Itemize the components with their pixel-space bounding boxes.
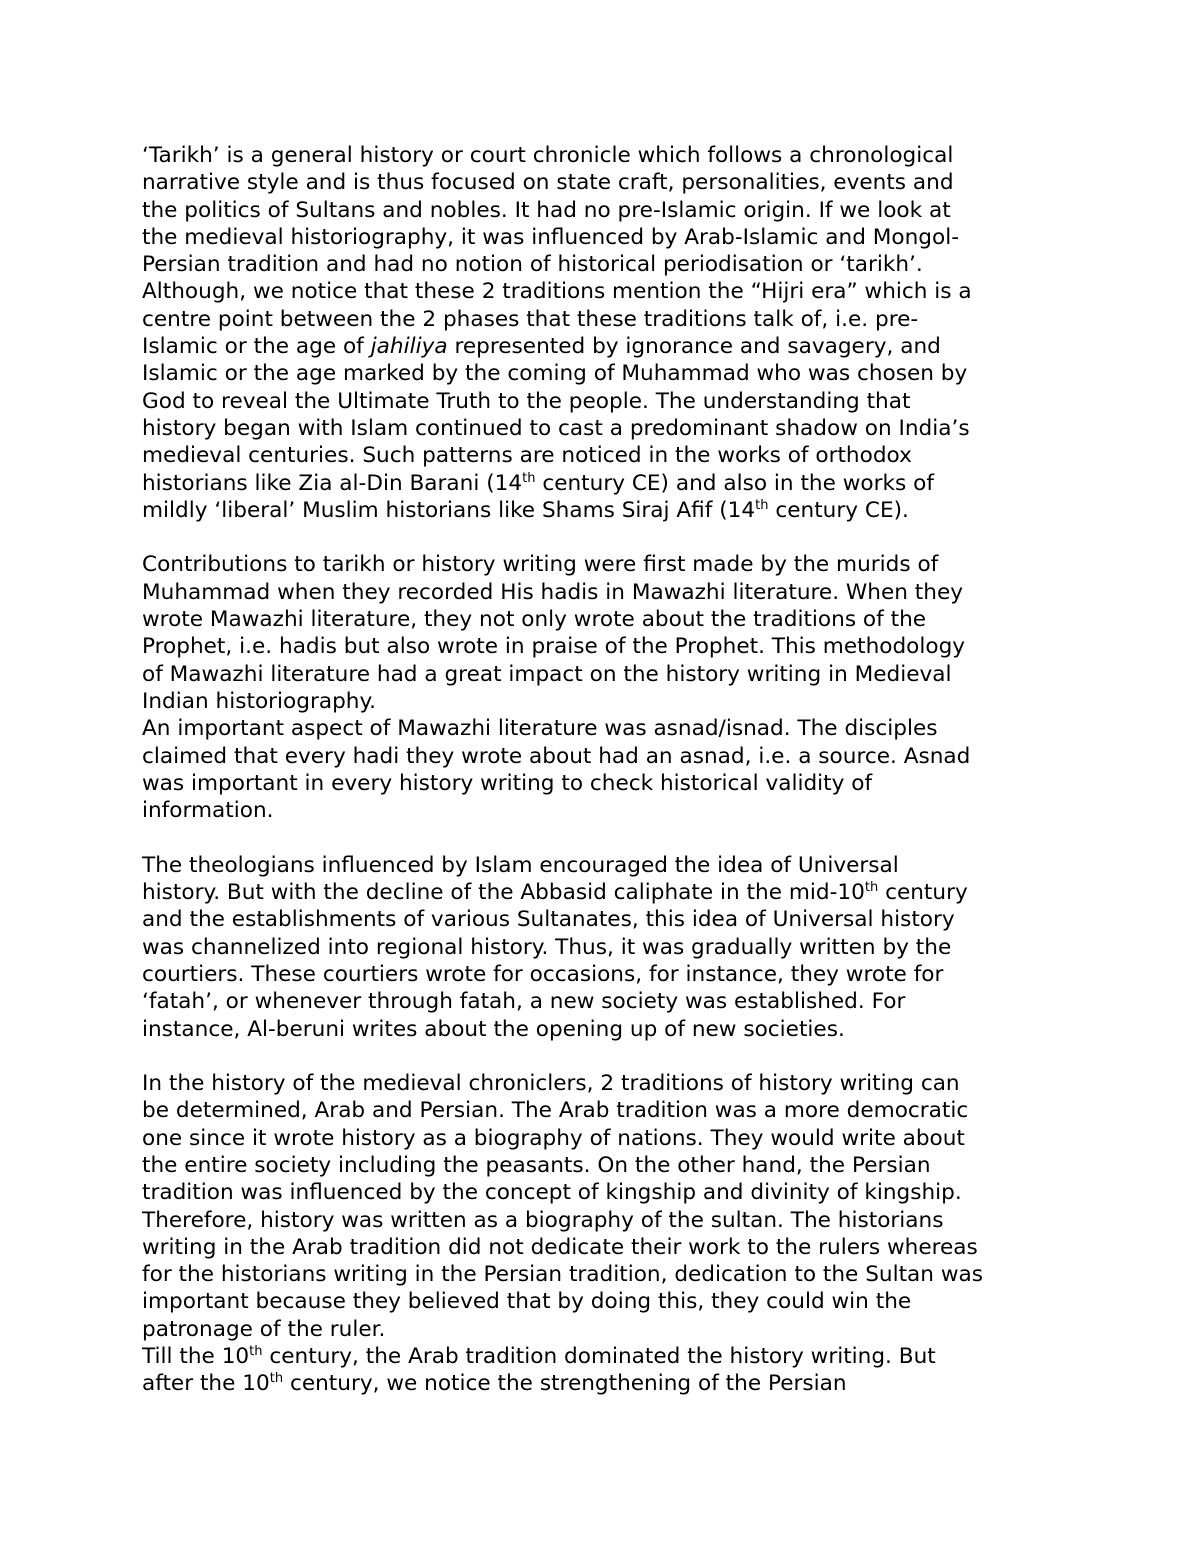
italic-term: jahiliya xyxy=(370,334,448,360)
text-run: patronage of the ruler. xyxy=(142,1316,386,1342)
text-run: instance, Al-beruni writes about the opening up of new societies. xyxy=(142,1016,845,1042)
text-run: Muhammad when they recorded His hadis in Mawazhi literature. When they xyxy=(142,579,964,605)
text-run: and the establishments of various Sultanates, this idea of Universal history xyxy=(142,907,955,933)
text-run: century, we notice the strengthening of the Persian xyxy=(283,1371,847,1397)
text-line xyxy=(142,497,1072,524)
text-run: In the history of the medieval chroniclers, 2 traditions of history writing can xyxy=(142,1071,960,1097)
text-line xyxy=(142,633,1072,660)
text-line xyxy=(142,142,1072,169)
text-line xyxy=(142,333,1072,360)
text-line xyxy=(142,470,1072,497)
text-run: Till the 10 xyxy=(142,1344,250,1370)
paragraph xyxy=(142,852,1072,1043)
superscript: th xyxy=(522,470,536,486)
paragraph xyxy=(142,551,1072,824)
text-line xyxy=(142,251,1072,278)
superscript: th xyxy=(864,879,879,895)
text-run: ‘fatah’, or whenever through fatah, a new society was established. For xyxy=(142,989,906,1015)
text-run: tradition was influenced by the concept of kingship and divinity of kingship. xyxy=(142,1180,962,1206)
text-run: of Mawazhi literature had a great impact on the history writing in Medieval xyxy=(142,661,952,687)
text-run: the entire society including the peasants. On the other hand, the Persian xyxy=(142,1152,931,1178)
text-run: was channelized into regional history. Thus, it was gradually written by the xyxy=(142,934,952,960)
text-line xyxy=(142,1370,1072,1397)
text-run: century CE) and also in the works of xyxy=(535,470,934,496)
text-run: century, the Arab tradition dominated the history writing. But xyxy=(262,1344,936,1370)
text-line xyxy=(142,879,1072,906)
text-run: for the historians writing in the Persian tradition, dedication to the Sultan was xyxy=(142,1262,983,1288)
text-run: Although, we notice that these 2 traditions mention the “Hijri era” which is a xyxy=(142,279,972,305)
text-line xyxy=(142,278,1072,305)
text-line xyxy=(142,606,1072,633)
text-run: courtiers. These courtiers wrote for occasions, for instance, they wrote for xyxy=(142,961,944,987)
text-run: represented by ignorance and savagery, and xyxy=(447,334,941,360)
text-line xyxy=(142,661,1072,688)
text-run: medieval centuries. Such patterns are noticed in the works of orthodox xyxy=(142,443,912,469)
paragraph xyxy=(142,1070,1072,1398)
text-line xyxy=(142,551,1072,578)
text-line xyxy=(142,442,1072,469)
text-run: after the 10 xyxy=(142,1371,270,1397)
text-line xyxy=(142,360,1072,387)
superscript: th xyxy=(269,1371,284,1387)
text-run: wrote Mawazhi literature, they not only wrote about the traditions of the xyxy=(142,607,927,633)
text-line xyxy=(142,1179,1072,1206)
text-line xyxy=(142,1097,1072,1124)
text-line xyxy=(142,306,1072,333)
text-run: mildly ‘liberal’ Muslim historians like Shams Siraj Afif (14 xyxy=(142,497,756,523)
text-run: writing in the Arab tradition did not dedicate their work to the rulers whereas xyxy=(142,1234,978,1260)
text-run: Islamic or the age marked by the coming of Muhammad who was chosen by xyxy=(142,361,968,387)
text-run: Indian historiography. xyxy=(142,688,377,714)
text-run: narrative style and is thus focused on state craft, personalities, events and xyxy=(142,170,954,196)
text-run: was important in every history writing to check historical validity of xyxy=(142,770,873,796)
text-run: century xyxy=(878,880,968,906)
text-line xyxy=(142,743,1072,770)
text-line xyxy=(142,934,1072,961)
text-line xyxy=(142,1343,1072,1370)
text-run: An important aspect of Mawazhi literature was asnad/isnad. The disciples xyxy=(142,716,938,742)
text-line xyxy=(142,415,1072,442)
text-run: Therefore, history was written as a biography of the sultan. The historians xyxy=(142,1207,944,1233)
text-line xyxy=(142,988,1072,1015)
text-line xyxy=(142,1016,1072,1043)
text-run: The theologians influenced by Islam encouraged the idea of Universal xyxy=(142,852,899,878)
text-line xyxy=(142,906,1072,933)
paragraph-gap xyxy=(142,1043,1072,1070)
document-body xyxy=(142,142,1072,1398)
text-line xyxy=(142,579,1072,606)
text-line xyxy=(142,1207,1072,1234)
text-run: historians like Zia al-Din Barani (14 xyxy=(142,470,523,496)
text-run: history began with Islam continued to cast a predominant shadow on India’s xyxy=(142,415,970,441)
text-run: Contributions to tarikh or history writing were first made by the murids of xyxy=(142,552,939,578)
text-line xyxy=(142,169,1072,196)
text-run: Prophet, i.e. hadis but also wrote in praise of the Prophet. This methodology xyxy=(142,634,966,660)
text-line xyxy=(142,1288,1072,1315)
text-line xyxy=(142,852,1072,879)
text-run: God to reveal the Ultimate Truth to the people. The understanding that xyxy=(142,388,911,414)
text-line xyxy=(142,388,1072,415)
superscript: th xyxy=(249,1343,263,1359)
text-line xyxy=(142,197,1072,224)
superscript: th xyxy=(755,497,769,513)
text-run: centre point between the 2 phases that these traditions talk of, i.e. pre- xyxy=(142,306,919,332)
paragraph-gap xyxy=(142,824,1072,851)
text-line xyxy=(142,1316,1072,1343)
text-line xyxy=(142,1234,1072,1261)
text-run: claimed that every hadi they wrote about had an asnad, i.e. a source. Asnad xyxy=(142,743,971,769)
text-line xyxy=(142,961,1072,988)
paragraph xyxy=(142,142,1072,524)
paragraph-gap xyxy=(142,524,1072,551)
text-run: ‘Tarikh’ is a general history or court chronicle which follows a chronological xyxy=(142,143,954,168)
text-line xyxy=(142,1125,1072,1152)
text-run: the medieval historiography, it was influenced by Arab-Islamic and Mongol- xyxy=(142,224,959,250)
text-line xyxy=(142,715,1072,742)
text-line xyxy=(142,224,1072,251)
text-line xyxy=(142,1261,1072,1288)
text-line xyxy=(142,688,1072,715)
text-line xyxy=(142,1152,1072,1179)
text-line xyxy=(142,1070,1072,1097)
text-run: important because they believed that by doing this, they could win the xyxy=(142,1289,912,1315)
text-run: Persian tradition and had no notion of historical periodisation or ‘tarikh’. xyxy=(142,252,923,278)
text-run: one since it wrote history as a biography of nations. They would write about xyxy=(142,1125,965,1151)
text-run: information. xyxy=(142,798,274,824)
text-run: Islamic or the age of xyxy=(142,334,371,360)
text-run: history. But with the decline of the Abbasid caliphate in the mid-10 xyxy=(142,880,865,906)
text-run: be determined, Arab and Persian. The Arab tradition was a more democratic xyxy=(142,1098,969,1124)
text-line xyxy=(142,797,1072,824)
text-line xyxy=(142,770,1072,797)
text-run: the politics of Sultans and nobles. It had no pre-Islamic origin. If we look at xyxy=(142,197,951,223)
text-run: century CE). xyxy=(768,497,909,523)
